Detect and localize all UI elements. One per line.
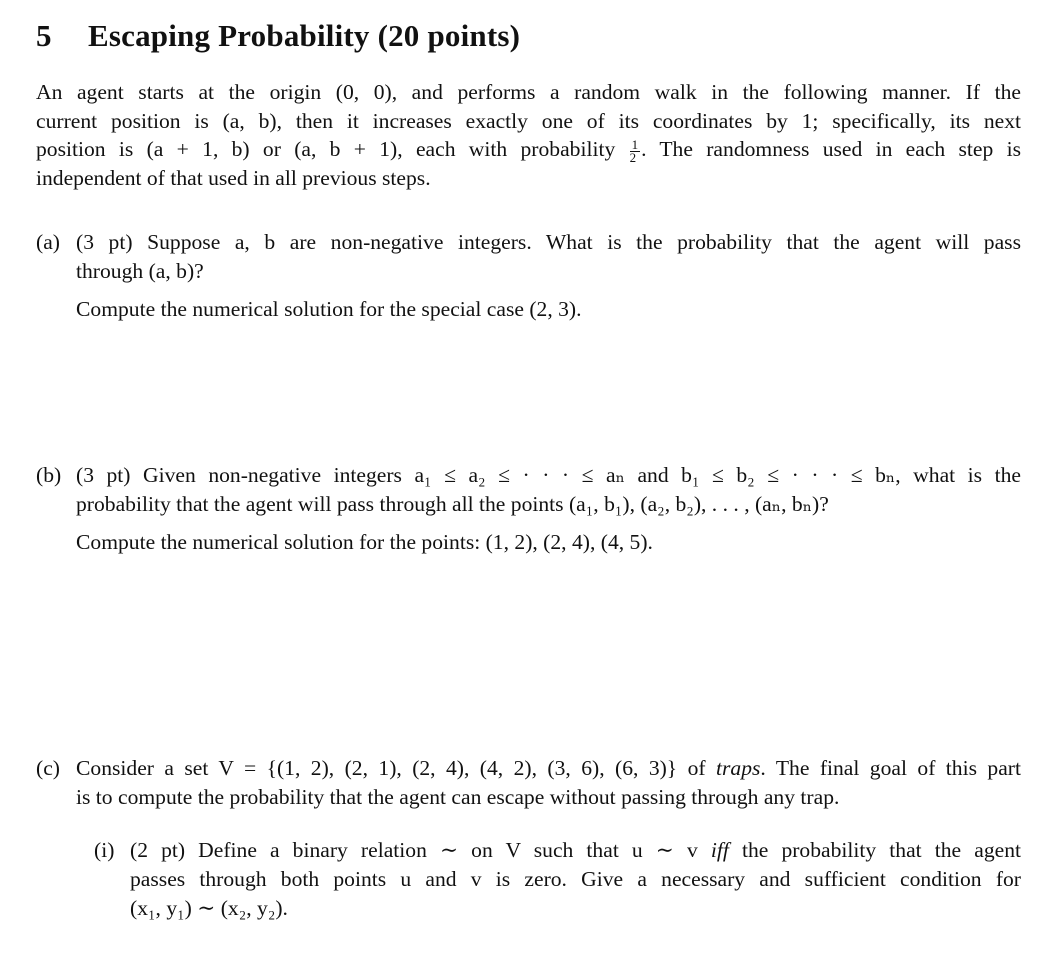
numerical-prompt: Compute the numerical solution for the points: (1, 2), (2, 4), (4, 5). [76,530,653,554]
question-part-c [36,754,1021,824]
question-part-b [36,461,1021,561]
question-part-a [36,228,1021,328]
one-half-fraction [629,136,641,165]
part-a-body [76,228,1021,324]
question-line: through (a, b)? [76,259,204,283]
question-text: the probability that the agent [728,838,1021,862]
part-label: (c) [36,756,60,780]
section-title: Escaping Probability (20 points) [88,18,521,53]
question-text: Consider a set V = {(1, 2), (2, 1), (2, 4), (4, 2), (3, 6), (6, 3)} of [76,756,716,780]
part-b-body [76,461,1021,557]
intro-line-text: . The randomness used in each step is [641,137,1022,161]
subpart-label: (i) [94,838,115,862]
question-line: probability that the agent will pass through all the points (a₁, b₁), (a₂, b₂), . . . , (aₙ, bₙ)? [76,492,829,516]
question-line [76,754,1021,783]
part-label: (a) [36,230,60,254]
intro-line-text: position is (a + 1, b) or (a, b + 1), each with probability [36,137,616,161]
part-label: (b) [36,463,62,487]
emphasis-traps: traps [716,756,761,780]
question-text: (2 pt) Define a binary relation ∼ on V such that u ∼ v [130,838,711,862]
intro-line: independent of that used in all previous steps. [36,165,431,190]
section-heading [36,18,520,54]
fraction-denominator: 2 [629,149,637,165]
section-number: 5 [36,18,52,53]
fraction-numerator: 1 [631,136,639,152]
emphasis-iff: iff [710,838,729,862]
intro-line: An agent starts at the origin (0, 0), and performs a random walk in the following manner. If the [36,80,1021,104]
part-c-i-body [130,836,1021,923]
question-line: passes through both points u and v is zero. Give a necessary and sufficient condition for [130,867,1021,891]
question-line: (3 pt) Suppose a, b are non-negative integers. What is the probability that the agent will pass [76,230,1021,254]
question-part-c-i [94,836,1021,931]
question-line: (3 pt) Given non-negative integers a₁ ≤ a₂ ≤ · · · ≤ aₙ and b₁ ≤ b₂ ≤ · · · ≤ bₙ, what is the [76,463,1021,487]
intro-line: current position is (a, b), then it increases exactly one of its coordinates by 1; specifically, its next [36,108,1021,133]
intro-line [36,135,1021,164]
question-line: is to compute the probability that the agent can escape without passing through any trap. [76,785,840,809]
question-line [130,836,1021,865]
intro-paragraph [36,78,1021,192]
numerical-prompt: Compute the numerical solution for the special case (2, 3). [76,297,582,321]
part-c-body [76,754,1021,812]
question-text: . The final goal of this part [760,756,1021,780]
question-line: (x₁, y₁) ∼ (x₂, y₂). [130,896,288,920]
